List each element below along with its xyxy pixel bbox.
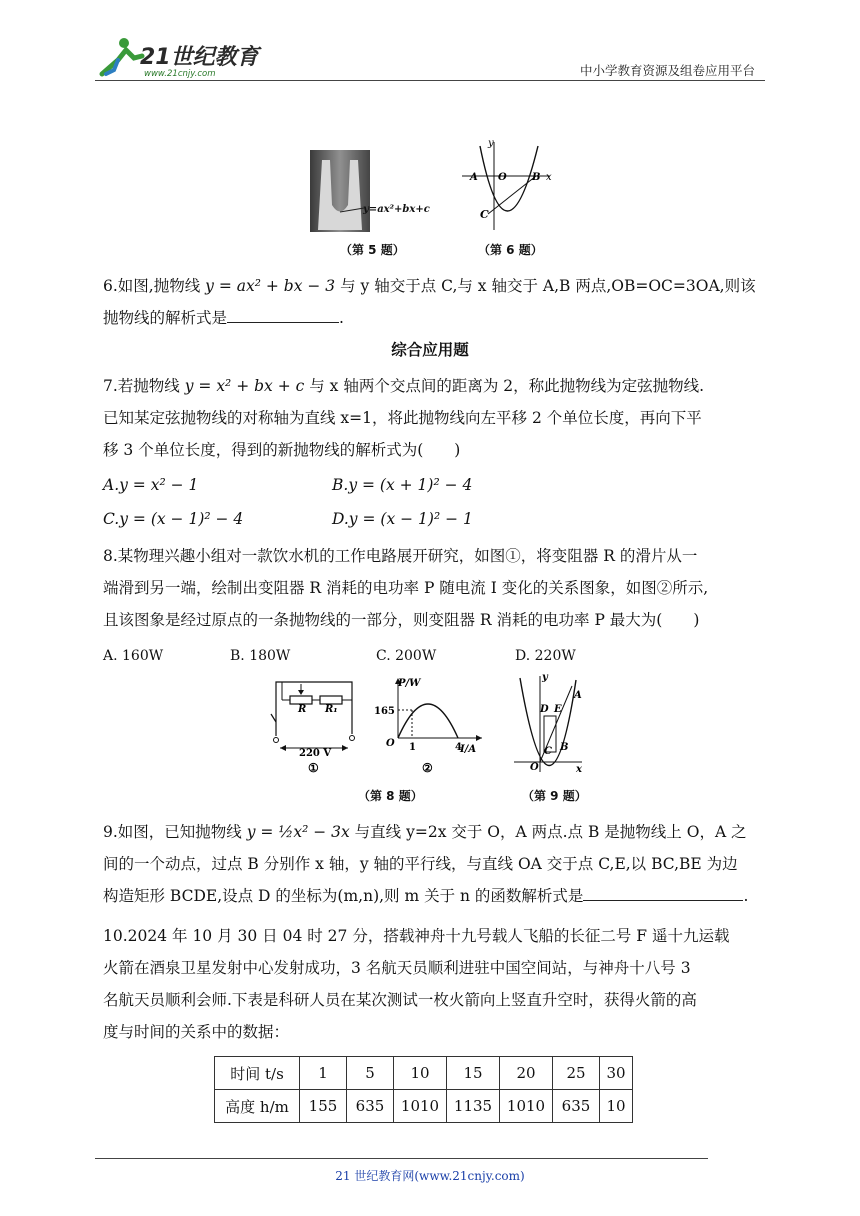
fig8-x-tick-1: 1 [409, 742, 416, 753]
fig6-point-B: B [532, 172, 541, 183]
fig6-point-O: O [498, 172, 507, 183]
fig8-label-2: ② [422, 761, 433, 775]
table-cell: 10 [394, 1057, 447, 1090]
question-10: 10.2024 年 10 月 30 日 04 时 27 分，搭载神舟十九号载人飞船的长征二号 F 遥十九运载 火箭在酒泉卫星发射中心发射成功，3 名航天员顺利进驻中国空间站，与神舟十八号 3 名航天员顺利会师.下表是科研人员在某次测试一枚火箭向上竖直升空时，获得火箭的高 度与时间的关系中的数据： [103, 927, 730, 1041]
q7-option-A: A.y = x² − 1 [103, 476, 199, 494]
question-6: 6.如图,抛物线 y = ax² + bx − 3 与 y 轴交于点 C,与 x 轴交于 A,B 两点,OB=OC=3OA,则该 抛物线的解析式是 . [103, 277, 756, 327]
table-cell: 15 [447, 1057, 500, 1090]
fig9-point-A: A [574, 690, 582, 701]
table-cell: 1010 [394, 1090, 447, 1123]
fig8-R1-label: R₁ [325, 704, 338, 715]
q7-option-C: C.y = (x − 1)² − 4 [103, 510, 244, 528]
table-row-time [215, 1057, 633, 1090]
figure-8-circuit [268, 676, 364, 776]
question-7: 7.若抛物线 y = x² + bx + c 与 x 轴两个交点间的距离为 2，称此抛物线为定弦抛物线. 已知某定弦抛物线的对称轴为直线 x=1，将此抛物线向左平移 2 个单位长度，再向下平 移 3 个单位长度，得到的新抛物线的解析式为( ) [103, 377, 705, 459]
fig9-origin: O [530, 762, 539, 773]
fig9-point-E: E [554, 704, 562, 715]
table-cell: 1135 [447, 1090, 500, 1123]
footer-link[interactable]: 21 世纪教育网(www.21cnjy.com) [335, 1169, 525, 1183]
question-9: 9.如图，已知抛物线 y = ½x² − 3x 与直线 y=2x 交于 O，A 两点.点 B 是抛物线上 O，A 之 间的一个动点，过点 B 分别作 x 轴，y 轴的平行线，与直线 OA 交于点 C,E,以 BC,BE 为边 构造矩形 BCDE,设点 D 的坐标为(m,n),则 m 关于 n 的函数解析式是 . [103, 823, 749, 905]
runner-icon [102, 38, 142, 74]
figure-5-equation-label: y=ax²+bx+c [363, 204, 430, 215]
table-cell: 1010 [500, 1090, 553, 1123]
section-heading: 综合应用题 [391, 341, 469, 359]
q8-option-B: B. 180W [230, 648, 291, 664]
figure-9-caption: （第 9 题） [522, 789, 587, 803]
header-divider [95, 80, 765, 81]
q8-option-C: C. 200W [376, 648, 437, 664]
figure-8-graph [372, 672, 494, 776]
q7-option-D: D.y = (x − 1)² − 1 [332, 510, 473, 528]
table-cell: 1 [300, 1057, 347, 1090]
table-cell: 155 [300, 1090, 347, 1123]
table-cell: 5 [347, 1057, 394, 1090]
header-platform-text: 中小学教育资源及组卷应用平台 [579, 63, 755, 78]
fig8-x-axis-label: I/A [460, 744, 477, 755]
figure-6-caption: （第 6 题） [478, 243, 543, 257]
fig8-voltage-label: 220 V [299, 748, 332, 759]
table-cell: 635 [553, 1090, 600, 1123]
figure-8-caption: （第 8 题） [358, 789, 423, 803]
fig9-point-B: B [560, 742, 569, 753]
figure-9-diagram [510, 672, 586, 776]
fig6-point-C: C [480, 208, 489, 221]
fig8-origin: O [386, 738, 395, 749]
fig6-y-axis-label: y [488, 138, 494, 149]
fig9-y-axis-label: y [542, 672, 548, 683]
figure-6-diagram [458, 136, 558, 232]
fig8-y-axis-label: P/W [398, 678, 421, 689]
fig9-point-D: D [540, 704, 549, 715]
q8-option-A: A. 160W [103, 648, 164, 664]
logo-text: 21世纪教育 [140, 45, 259, 70]
table-header-cell: 时间 t/s [215, 1057, 300, 1090]
fig6-x-axis-label: x [546, 172, 552, 183]
table-row-height [215, 1090, 633, 1123]
table-cell: 25 [553, 1057, 600, 1090]
question-8: 8.某物理兴趣小组对一款饮水机的工作电路展开研究，如图①，将变阻器 R 的滑片从一 端滑到另一端，绘制出变阻器 R 消耗的电功率 P 随电流 I 变化的关系图象，如图②所示, 且该图象是经过原点的一条抛物线的一部分，则变阻器 R 消耗的电功率 P 最大为( ) [103, 547, 709, 629]
fig9-x-axis-label: x [576, 764, 582, 775]
footer-divider [95, 1158, 708, 1159]
site-logo [96, 34, 266, 80]
fig9-point-C: C [544, 746, 552, 757]
q7-option-B: B.y = (x + 1)² − 4 [332, 476, 473, 494]
q8-option-D: D. 220W [515, 648, 576, 664]
logo-url: www.21cnjy.com [144, 69, 216, 79]
fig8-x-tick-4: 4 [455, 742, 462, 753]
table-cell: 10 [600, 1090, 633, 1123]
table-cell: 635 [347, 1090, 394, 1123]
fig8-label-1: ① [308, 761, 319, 775]
table-cell: 20 [500, 1057, 553, 1090]
table-header-cell: 高度 h/m [215, 1090, 300, 1123]
figure-5-caption: （第 5 题） [340, 243, 405, 257]
fig8-y-tick-165: 165 [374, 706, 395, 717]
fig6-point-A: A [470, 172, 478, 183]
figure-5-photo [310, 150, 435, 232]
table-cell: 30 [600, 1057, 633, 1090]
fig8-R-label: R [298, 704, 307, 715]
rocket-data-table [214, 1056, 633, 1123]
